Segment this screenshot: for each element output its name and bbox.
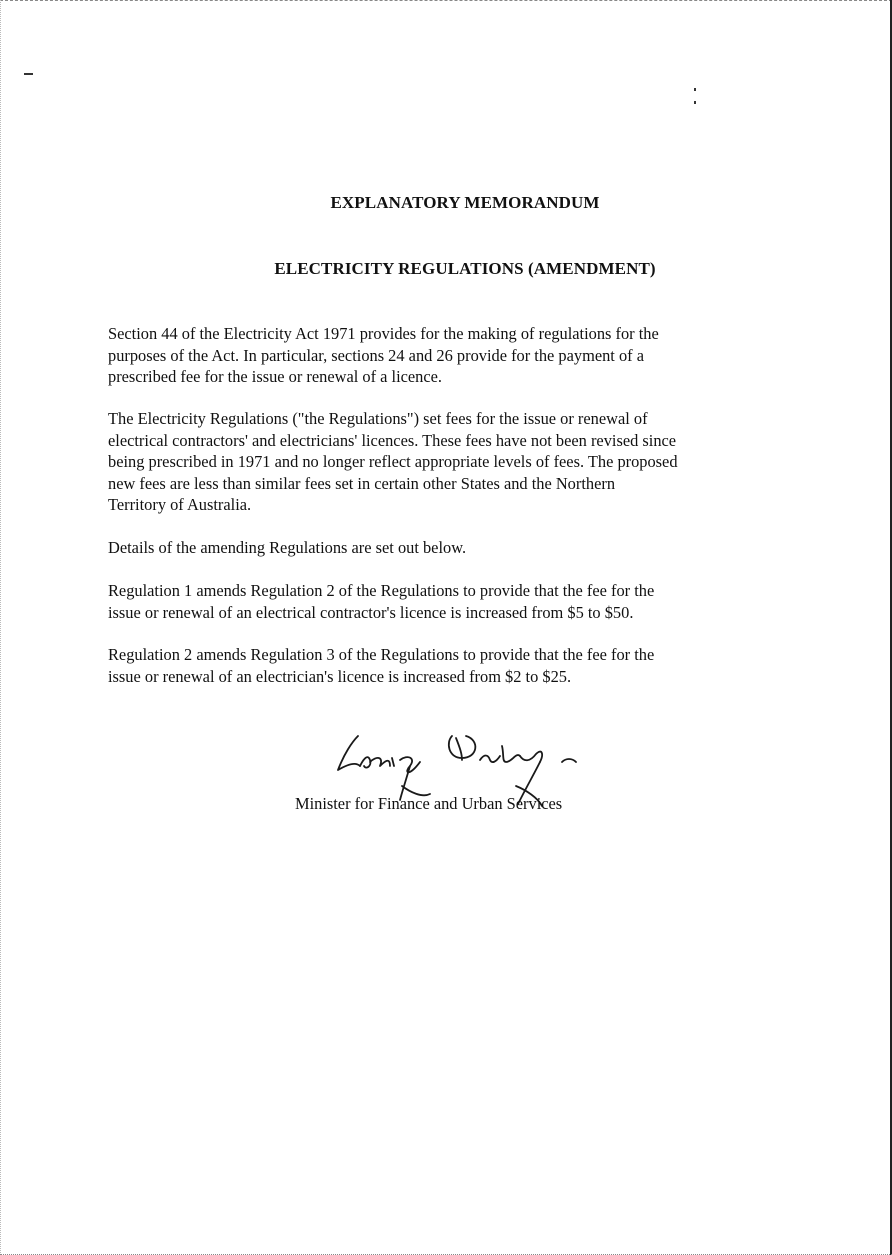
scan-edge-top [0,0,892,6]
paragraph-3 [108,537,848,559]
paragraph-line: electrical contractors' and electricians' licences. These fees have not been revised since [108,430,677,450]
paragraph-line: Details of the amending Regulations are set out below. [108,538,467,557]
paragraph-line: being prescribed in 1971 and no longer reflect appropriate levels of fees. The proposed [108,452,678,471]
paragraph-line: purposes of the Act. In particular, sections 24 and 26 provide for the payment of a [108,345,644,365]
memorandum-subtitle: ELECTRICITY REGULATIONS (AMENDMENT) [274,259,656,278]
paragraph-line: Regulation 1 amends Regulation 2 of the Regulations to provide that the fee for the [108,581,655,600]
scan-speck [694,88,696,91]
scan-speck [694,101,696,104]
scan-speck [24,73,33,75]
paragraph-1 [108,323,848,388]
paragraph-line: Regulation 2 amends Regulation 3 of the Regulations to provide that the fee for the [108,645,655,664]
paragraph-line: Territory of Australia. [108,495,252,514]
paragraph-4 [108,580,848,623]
paragraph-2 [108,408,848,516]
paragraph-line: Section 44 of the Electricity Act 1971 provides for the making of regulations for the [108,324,659,343]
paragraph-line: issue or renewal of an electrician's licence is increased from $2 to $25. [108,666,572,686]
memorandum-title: EXPLANATORY MEMORANDUM [330,193,600,212]
paragraph-line: prescribed fee for the issue or renewal of a licence. [108,367,443,386]
scan-edge-left [0,0,3,1255]
signatory-title: Minister for Finance and Urban Services [295,794,563,813]
paragraph-line: The Electricity Regulations ("the Regulations") set fees for the issue or renewal of [108,409,648,428]
paragraph-5 [108,644,848,687]
paragraph-line: issue or renewal of an electrical contractor's licence is increased from $5 to $50. [108,602,634,622]
paragraph-line: new fees are less than similar fees set in certain other States and the Northern [108,473,616,493]
